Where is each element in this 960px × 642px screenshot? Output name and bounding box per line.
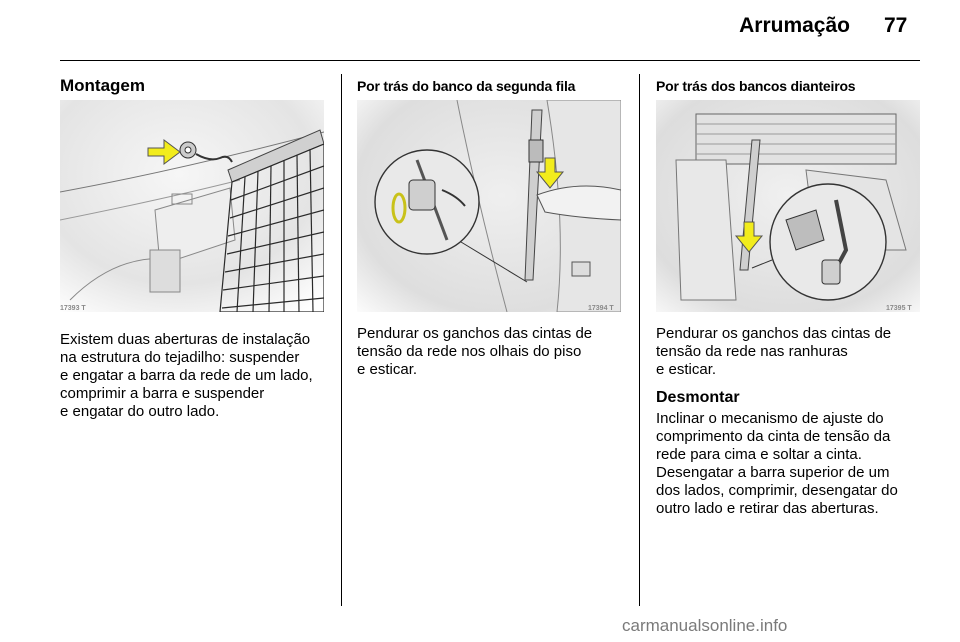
text-line: na estrutura do tejadilho: suspender bbox=[60, 349, 300, 366]
figure-code: 17394 T bbox=[588, 305, 614, 312]
text-line: rede para cima e soltar a cinta. bbox=[656, 446, 862, 463]
text-line: Pendurar os ganchos das cintas de bbox=[656, 325, 892, 342]
text-line: tensão da rede nos olhais do piso bbox=[357, 343, 582, 360]
paragraph-montagem bbox=[60, 331, 328, 421]
column-divider-2 bbox=[639, 74, 640, 606]
text-line: Pendurar os ganchos das cintas de bbox=[357, 325, 593, 342]
illustration-roof-mounting bbox=[60, 100, 324, 312]
text-line: e esticar. bbox=[357, 361, 418, 378]
text-line: e engatar do outro lado. bbox=[60, 403, 220, 420]
section-heading-desmontar: Desmontar bbox=[656, 389, 740, 406]
text-line: comprimento da cinta de tensão da bbox=[656, 428, 891, 445]
watermark-link[interactable]: carmanualsonline.info bbox=[622, 616, 788, 635]
text-line: e engatar a barra da rede de um lado, bbox=[60, 367, 313, 384]
text-line: outro lado e retirar das aberturas. bbox=[656, 500, 879, 517]
section-heading-second-row: Por trás do banco da segunda fila bbox=[357, 78, 576, 94]
text-line: Existem duas aberturas de instalação bbox=[60, 331, 311, 348]
figure-code: 17395 T bbox=[886, 305, 912, 312]
text-line: comprimir a barra e suspender bbox=[60, 385, 265, 402]
text-line: Desengatar a barra superior de um bbox=[656, 464, 890, 481]
illustration-second-row-floor-eyelets bbox=[357, 100, 621, 312]
text-line: tensão da rede nas ranhuras bbox=[656, 343, 848, 360]
paragraph-second-row bbox=[357, 325, 625, 379]
text-line: dos lados, comprimir, desengatar do bbox=[656, 482, 898, 499]
paragraph-desmontar bbox=[656, 410, 924, 518]
page-number: 77 bbox=[884, 14, 908, 37]
figure-code: 17393 T bbox=[60, 305, 86, 312]
column-divider-1 bbox=[341, 74, 342, 606]
paragraph-front-seats bbox=[656, 325, 924, 379]
illustration-front-seats-slots bbox=[656, 100, 920, 312]
text-line: Inclinar o mecanismo de ajuste do bbox=[656, 410, 884, 427]
header-divider bbox=[60, 60, 920, 61]
section-heading-montagem: Montagem bbox=[60, 76, 145, 95]
page-header-title: Arrumação bbox=[739, 14, 850, 37]
section-heading-front-seats: Por trás dos bancos dianteiros bbox=[656, 78, 856, 94]
text-line: e esticar. bbox=[656, 361, 717, 378]
